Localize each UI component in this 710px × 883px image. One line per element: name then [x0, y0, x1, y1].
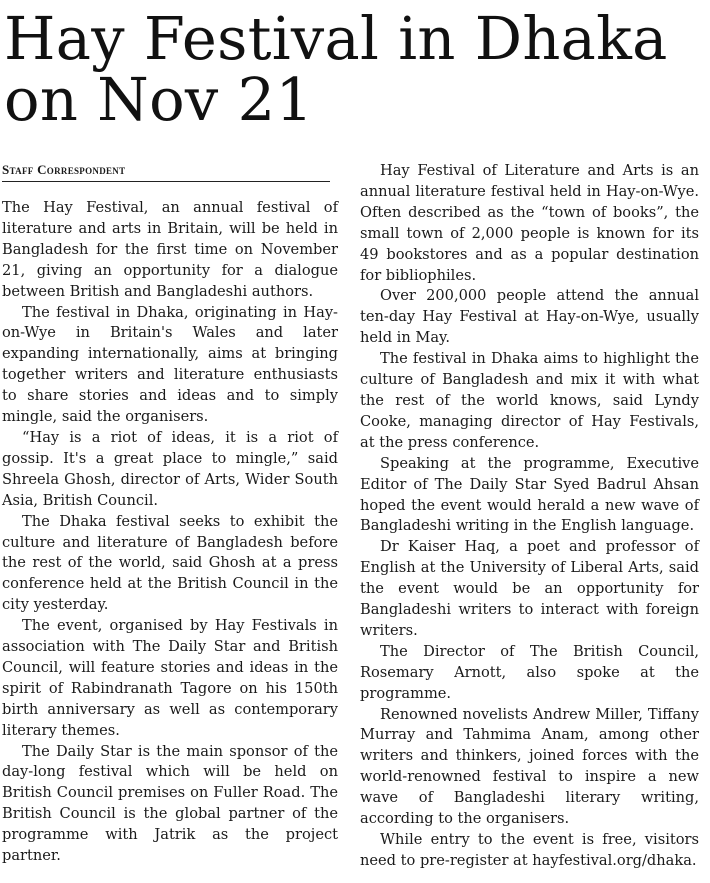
paragraph: The Director of The British Council, Rosemary Arnott, also spoke at the programme. — [360, 642, 699, 702]
headline: Hay Festival in Dhaka on Nov 21 — [4, 4, 668, 134]
paragraph: Over 200,000 people attend the annual ten-day Hay Festival at Hay-on-Wye, usually held in May. — [360, 287, 699, 347]
paragraph: The festival in Dhaka aims to highlight the culture of Bangladesh and mix it with what the rest of the world knows, said Lyndy Cooke, managing director of Hay Festivals, at the press conference. — [360, 350, 699, 451]
paragraph: The Daily Star is the main sponsor of the day-long festival which will be held on British Council premises on Fuller Road. The British Council is the global partner of the programme with Jatrik as the project partner. — [2, 742, 338, 865]
right-column — [360, 161, 699, 872]
paragraph: Speaking at the programme, Executive Editor of The Daily Star Syed Badrul Ahsan hoped the event would herald a new wave of Bangladeshi writing in the English language. — [360, 454, 699, 535]
paragraph: The Dhaka festival seeks to exhibit the culture and literature of Bangladesh before the rest of the world, said Ghosh at a press conference held at the British Council in the city yesterday. — [2, 512, 338, 614]
paragraph: The event, organised by Hay Festivals in association with The Daily Star and British Council, will feature stories and ideas in the spirit of Rabindranath Tagore on his 150th birth anniversary as well as contemporary literary themes. — [2, 617, 338, 739]
paragraph: While entry to the event is free, visitors need to pre-register at hayfestival.org/dhaka. — [360, 831, 699, 869]
paragraph: The festival in Dhaka, originating in Hay-on-Wye in Britain's Wales and later expanding internationally, aims at bringing together writers and literature enthusiasts to share stories and ideas and to simply mingle, said the organisers. — [2, 303, 338, 426]
paragraph: “Hay is a riot of ideas, it is a riot of gossip. It's a great place to mingle,” said Shreela Ghosh, director of Arts, Wider South Asia, British Council. — [2, 428, 338, 509]
paragraph: The Hay Festival, an annual festival of literature and arts in Britain, will be held in Bangladesh for the first time on November 21, giving an opportunity for a dialogue between British and Bangladeshi authors. — [2, 199, 338, 300]
paragraph: Dr Kaiser Haq, a poet and professor of English at the University of Liberal Arts, said the event would be an opportunity for Bangladeshi writers to interact with foreign writers. — [360, 538, 699, 639]
left-column — [2, 198, 338, 867]
paragraph: Renowned novelists Andrew Miller, Tiffany Murray and Tahmima Anam, among other writers and thinkers, joined forces with the world-renowned festival to inspire a new wave of Bangladeshi literary writing, according to the organisers. — [360, 705, 699, 828]
byline: Staff Correspondent — [2, 162, 330, 182]
paragraph: Hay Festival of Literature and Arts is an annual literature festival held in Hay-on-Wye. Often described as the “town of books”, the small town of 2,000 people is known for its 49 bookstores and as a popular destination for bibliophiles. — [360, 162, 699, 284]
